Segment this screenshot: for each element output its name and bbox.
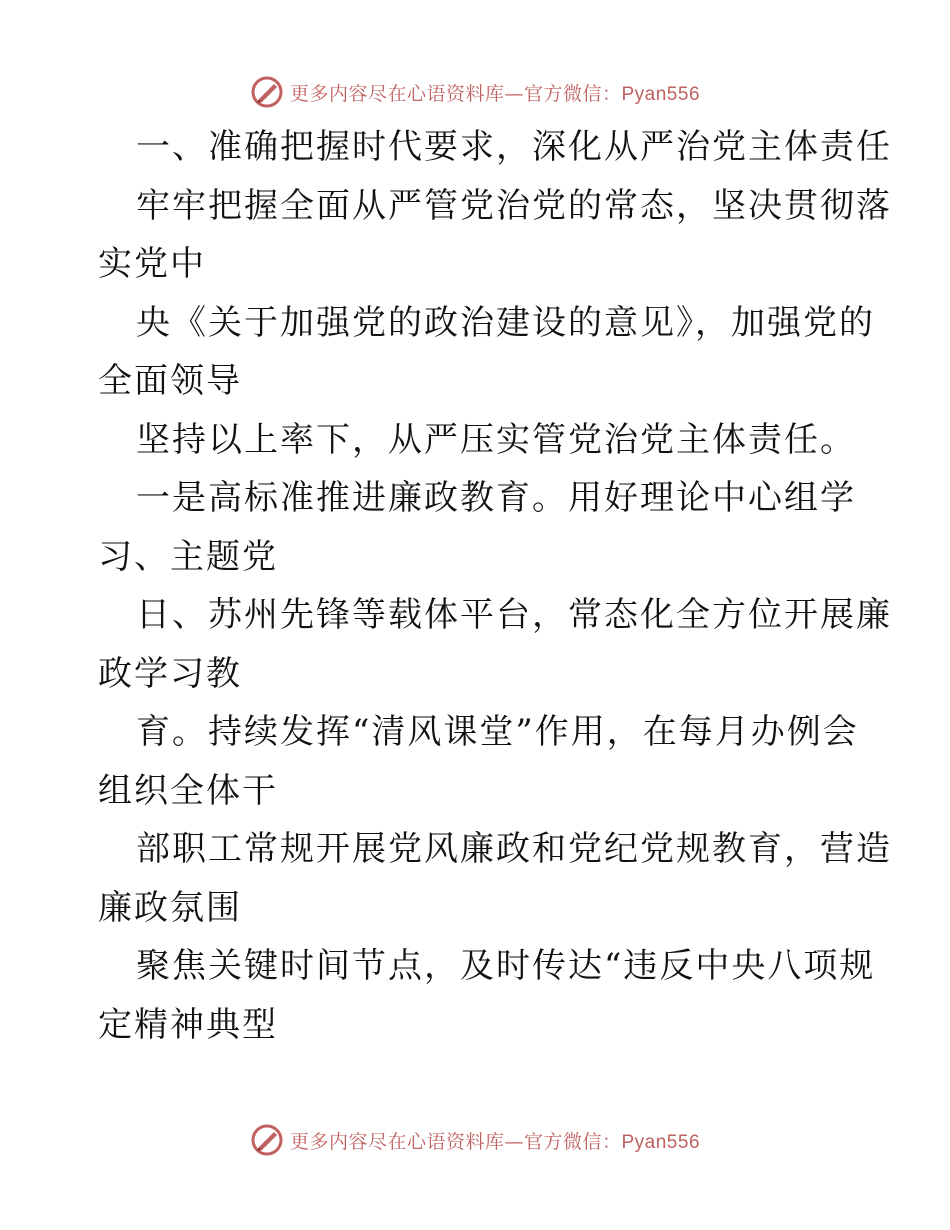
document-body bbox=[98, 118, 892, 1054]
body-line: 一、准确把握时代要求，深化从严治党主体责任 bbox=[136, 127, 892, 167]
body-line: 部职工常规开展党风廉政和党纪党规教育，营造 bbox=[136, 829, 892, 869]
pen-logo-icon bbox=[250, 1123, 284, 1157]
body-line: 政学习教 bbox=[98, 653, 242, 694]
body-line: 实党中 bbox=[98, 244, 206, 284]
body-line: 习、主题党 bbox=[98, 536, 278, 577]
body-line: 日、苏州先锋等载体平台，常态化全方位开展廉 bbox=[136, 595, 892, 635]
footer-wechat-id: Pyan556 bbox=[621, 1131, 701, 1153]
header-banner-text: 更多内容尽在心语资料库—官方微信：Pyan556 bbox=[289, 82, 701, 105]
footer-banner-text: 更多内容尽在心语资料库—官方微信：Pyan556 bbox=[289, 1130, 701, 1153]
body-line: 聚焦关键时间节点，及时传达“违反中央八项规 bbox=[136, 946, 876, 986]
header-wechat-id: Pyan556 bbox=[621, 83, 701, 105]
body-line: 一是高标准推进廉政教育。用好理论中心组学 bbox=[136, 478, 856, 518]
body-line: 央《关于加强党的政治建设的意见》，加强党的 bbox=[136, 302, 875, 343]
body-line: 组织全体干 bbox=[98, 770, 278, 811]
body-line: 坚持以上率下，从严压实管党治党主体责任。 bbox=[136, 419, 856, 460]
footer-watermark-banner bbox=[0, 1120, 950, 1160]
body-line: 全面领导 bbox=[98, 361, 242, 401]
body-line: 牢牢把握全面从严管党治党的常态，坚决贯彻落 bbox=[136, 185, 892, 226]
header-watermark-banner bbox=[0, 72, 950, 112]
body-line: 育。持续发挥“清风课堂”作用，在每月办例会 bbox=[136, 712, 859, 752]
body-line: 定精神典型 bbox=[98, 1004, 278, 1045]
pen-logo-icon bbox=[250, 75, 284, 109]
body-line: 廉政氛围 bbox=[98, 887, 242, 928]
